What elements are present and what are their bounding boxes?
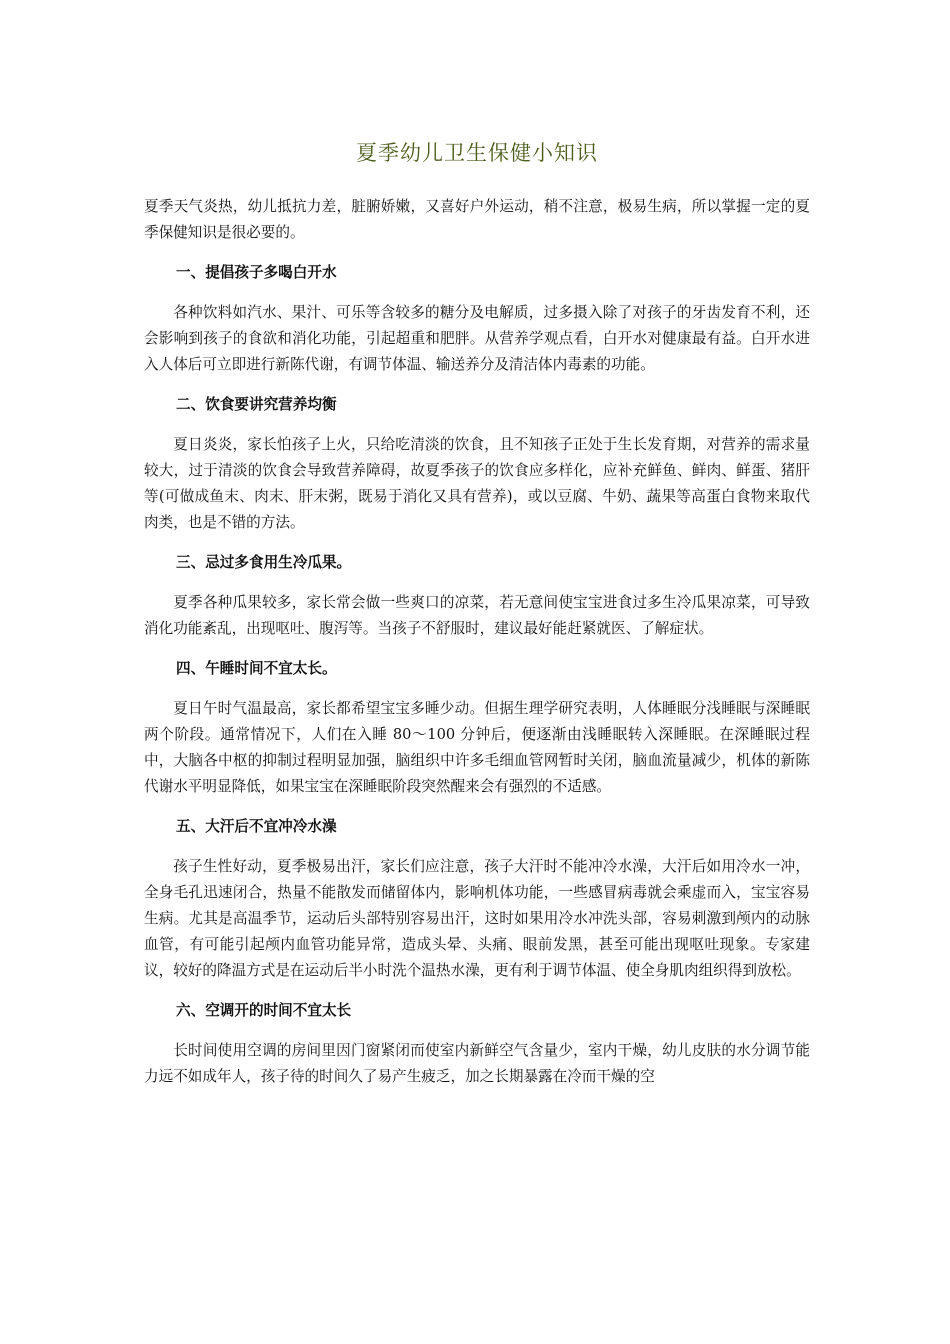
section-2 [144, 392, 810, 536]
section-body: 夏日炎炎，家长怕孩子上火，只给吃清淡的饮食，且不知孩子正处于生长发育期，对营养的需求量较大，过于清淡的饮食会导致营养障碍，故夏季孩子的饮食应多样化，应补充鲜鱼、鲜肉、鲜蛋、猪肝等(可做成鱼末、肉末、肝末粥，既易于消化又具有营养)，或以豆腐、牛奶、蔬果等高蛋白食物来取代肉类，也是不错的方法。 [144, 436, 810, 531]
section-heading: 一、提倡孩子多喝白开水 [176, 264, 337, 281]
section-6 [144, 998, 810, 1090]
document-title: 夏季幼儿卫生保健小知识 [356, 141, 598, 165]
section-body: 长时间使用空调的房间里因门窗紧闭而使室内新鲜空气含量少，室内干燥，幼儿皮肤的水分调节能力远不如成年人，孩子待的时间久了易产生疲乏，加之长期暴露在冷而干燥的空 [144, 1042, 810, 1085]
section-1 [144, 260, 810, 378]
section-3 [144, 550, 810, 642]
section-body: 夏季各种瓜果较多，家长常会做一些爽口的凉菜，若无意间使宝宝进食过多生冷瓜果凉菜，可导致消化功能紊乱，出现呕吐、腹泻等。当孩子不舒服时，建议最好能赶紧就医、了解症状。 [144, 594, 810, 637]
section-heading: 六、空调开的时间不宜太长 [176, 1002, 352, 1019]
section-5 [144, 814, 810, 984]
section-body: 孩子生性好动，夏季极易出汗，家长们应注意，孩子大汗时不能冲冷水澡，大汗后如用冷水一冲，全身毛孔迅速闭合，热量不能散发而储留体内，影响机体功能，一些感冒病毒就会乘虚而入，宝宝容易生病。尤其是高温季节，运动后头部特别容易出汗，这时如果用冷水冲洗头部，容易刺激到颅内的动脉血管，有可能引起颅内血管功能异常，造成头晕、头痛、眼前发黑，甚至可能出现呕吐现象。专家建议，较好的降温方式是在运动后半小时洗个温热水澡，更有利于调节体温、使全身肌肉组织得到放松。 [144, 858, 810, 979]
section-4 [144, 656, 810, 800]
intro-paragraph: 夏季天气炎热，幼儿抵抗力差，脏腑娇嫩，又喜好户外运动，稍不注意，极易生病，所以掌握一定的夏季保健知识是很必要的。 [144, 198, 810, 241]
document-page [144, 136, 810, 1090]
section-heading: 二、饮食要讲究营养均衡 [176, 396, 337, 413]
section-heading: 三、忌过多食用生冷瓜果。 [176, 554, 352, 571]
section-body: 各种饮料如汽水、果汁、可乐等含较多的糖分及电解质，过多摄入除了对孩子的牙齿发育不利，还会影响到孩子的食欲和消化功能，引起超重和肥胖。从营养学观点看，白开水对健康最有益。白开水进入人体后可立即进行新陈代谢，有调节体温、输送养分及清洁体内毒素的功能。 [144, 304, 810, 373]
section-body: 夏日午时气温最高，家长都希望宝宝多睡少动。但据生理学研究表明，人体睡眠分浅睡眠与深睡眠两个阶段。通常情况下，人们在入睡 80～100 分钟后，便逐渐由浅睡眠转入深睡眠。在深睡眠过程中，大脑各中枢的抑制过程明显加强，脑组织中许多毛细血管网暂时关闭，脑血流量减少，机体的新陈代谢水平明显降低，如果宝宝在深睡眠阶段突然醒来会有强烈的不适感。 [144, 700, 810, 795]
section-heading: 四、午睡时间不宜太长。 [176, 660, 337, 677]
section-heading: 五、大汗后不宜冲冷水澡 [176, 818, 337, 835]
